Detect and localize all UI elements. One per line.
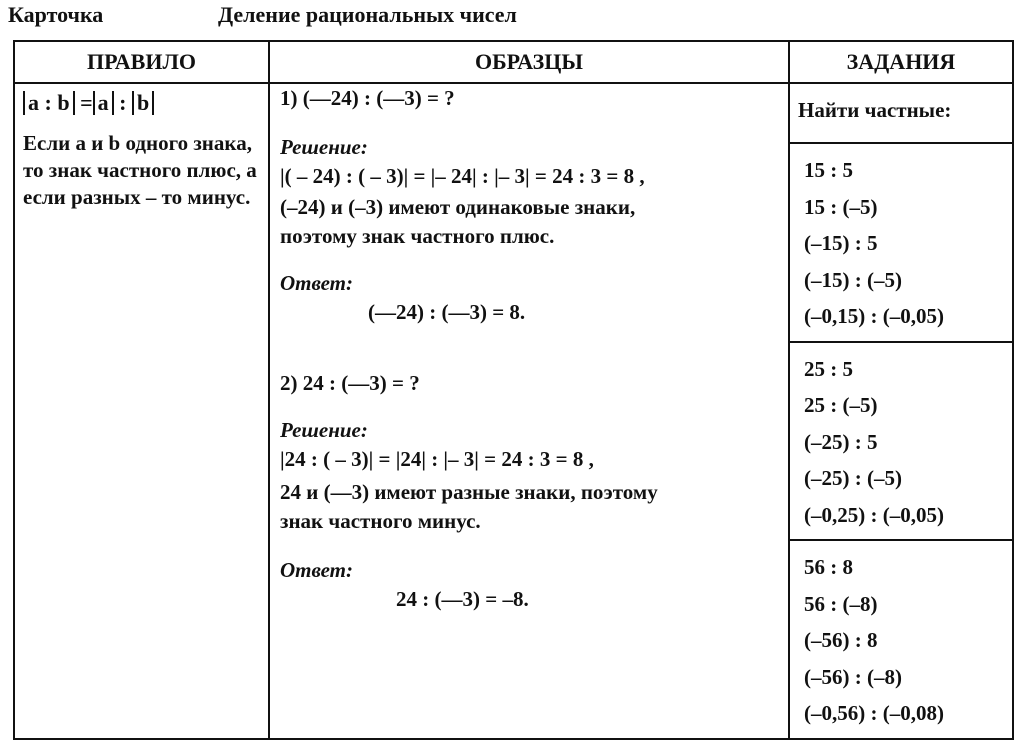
ex1-solution-label: Решение: [280, 135, 368, 159]
task-item: 15 : (–5) [804, 194, 878, 219]
rule-cell [14, 83, 269, 739]
card-label: Карточка [8, 2, 104, 27]
task-item: (–0,15) : (–0,05) [804, 304, 944, 328]
ex1-answer-label: Ответ: [280, 271, 353, 295]
formula-abs-a: a [93, 91, 114, 115]
samples-cell [269, 83, 789, 739]
ex2-line2: 24 и (—3) имеют разные знаки, поэтому [280, 480, 658, 504]
ex1-line1: |( – 24) : ( – 3)| = |– 24| : |– 3| = 24 : 3 = 8 , [280, 164, 645, 188]
task-item: 15 : 5 [804, 158, 853, 182]
task-item: (–56) : (–8) [804, 664, 902, 689]
task-item: (–15) : 5 [804, 231, 878, 255]
task-group-2 [789, 342, 1013, 541]
task-item: (–25) : (–5) [804, 466, 902, 491]
task-group-3 [789, 540, 1013, 739]
ex1-line3: поэтому знак частного плюс. [280, 224, 555, 248]
ex2-answer-label: Ответ: [280, 558, 353, 582]
task-item: (–56) : 8 [804, 628, 878, 653]
header-samples: ОБРАЗЦЫ [269, 41, 789, 83]
formula-colon: : [119, 90, 127, 115]
tasks-title: Найти частные: [789, 83, 1013, 143]
task-item: 25 : 5 [804, 356, 853, 381]
ex2-solution-label: Решение: [280, 418, 368, 442]
ex1-line2: (–24) и (–3) имеют одинаковые знаки, [280, 195, 636, 219]
formula-abs-b: b [132, 91, 154, 115]
task-item: 56 : (–8) [804, 591, 878, 616]
ex2-question: 2) 24 : (—3) = ? [280, 371, 420, 395]
ex2-line3: знак частного минус. [280, 509, 481, 533]
ex1-answer: (—24) : (—3) = 8. [368, 300, 526, 324]
task-item: (–0,56) : (–0,08) [804, 701, 944, 726]
ex1-question: 1) (—24) : (—3) = ? [280, 86, 455, 110]
rule-formula [23, 90, 260, 116]
header-rule: ПРАВИЛО [14, 41, 269, 83]
card-title: Деление рациональных чисел [218, 2, 517, 27]
task-item: (–25) : 5 [804, 429, 878, 454]
task-item: (–15) : (–5) [804, 267, 902, 292]
formula-abs-quotient: a : b [23, 91, 75, 115]
ex2-answer: 24 : (—3) = –8. [396, 587, 529, 611]
task-item: 25 : (–5) [804, 393, 878, 418]
task-item: (–0,25) : (–0,05) [804, 502, 944, 527]
ex2-line1: |24 : ( – 3)| = |24| : |– 3| = 24 : 3 = 8 , [280, 447, 594, 471]
card-table [13, 40, 1014, 740]
task-group-1 [789, 143, 1013, 342]
task-item: 56 : 8 [804, 555, 853, 580]
header-tasks: ЗАДАНИЯ [789, 41, 1013, 83]
formula-equals: = [80, 90, 93, 115]
rule-text: Если a и b одного знака, то знак частного плюс, а если разных – то минус. [23, 131, 257, 209]
